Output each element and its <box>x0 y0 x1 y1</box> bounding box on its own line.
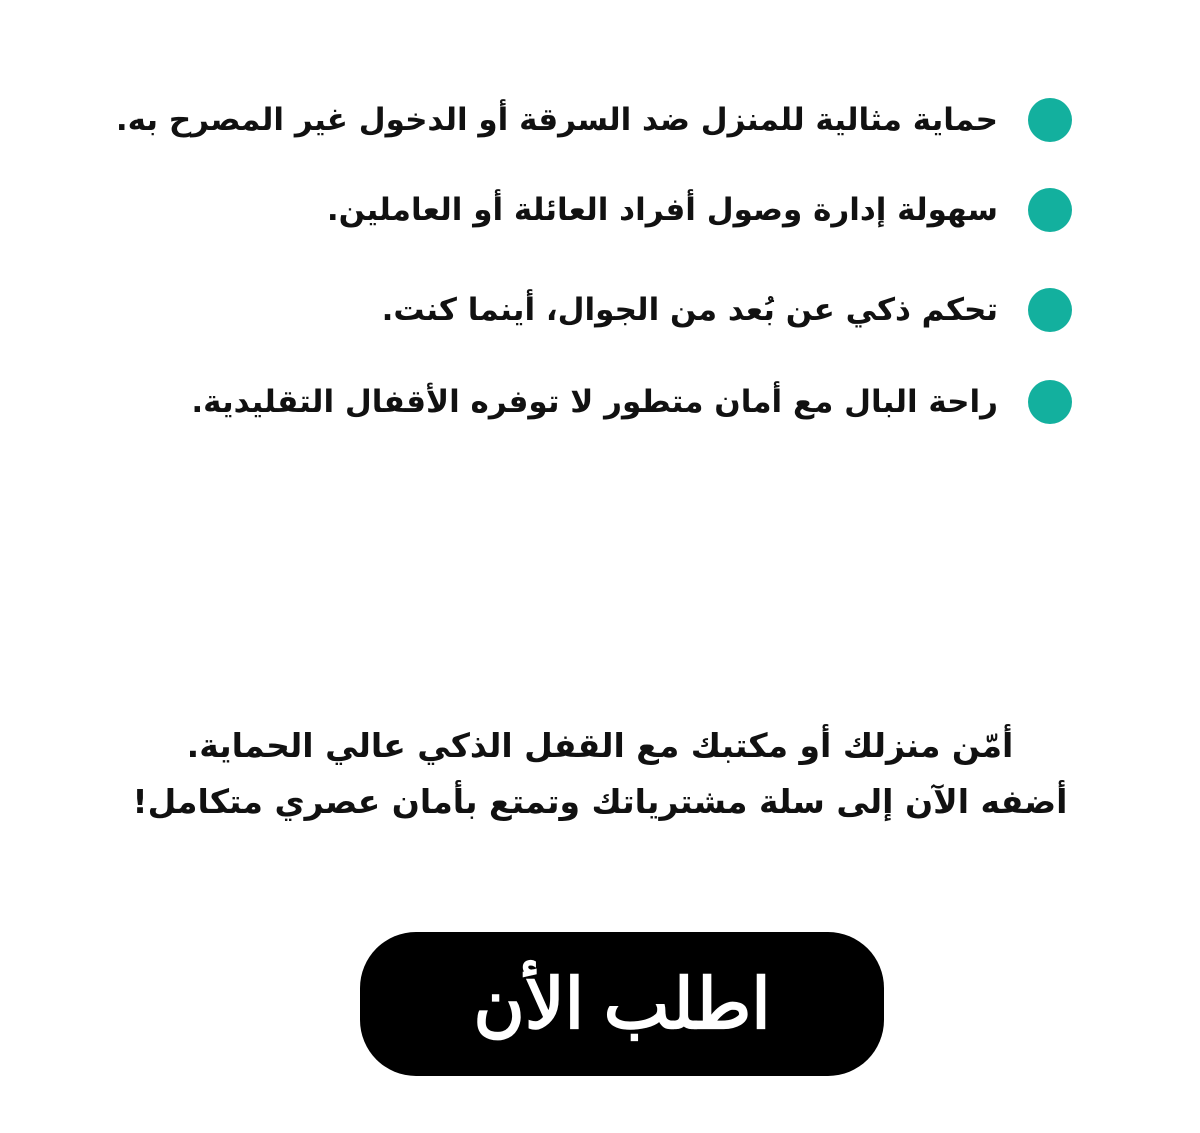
feature-text: حماية مثالية للمنزل ضد السرقة أو الدخول غير المصرح به. <box>115 102 998 138</box>
bullet-dot-icon <box>1028 98 1072 142</box>
order-now-button[interactable] <box>360 932 884 1076</box>
feature-item <box>382 285 1072 335</box>
feature-text: تحكم ذكي عن بُعد من الجوال، أينما كنت. <box>381 292 998 328</box>
bullet-dot-icon <box>1028 380 1072 424</box>
feature-text: سهولة إدارة وصول أفراد العائلة أو العاملين. <box>326 192 998 228</box>
bullet-dot-icon <box>1028 188 1072 232</box>
order-now-button-label: اطلب الأن <box>473 965 771 1043</box>
feature-item <box>116 95 1072 145</box>
feature-text: راحة البال مع أمان متطور لا توفره الأقفال التقليدية. <box>191 384 998 420</box>
cta-line-2: أضفه الآن إلى سلة مشترياتك وتمتع بأمان عصري متكامل! <box>132 782 1068 821</box>
feature-item <box>327 185 1072 235</box>
feature-item <box>191 377 1072 427</box>
bullet-dot-icon <box>1028 288 1072 332</box>
features-list <box>0 0 1200 460</box>
call-to-action-text <box>0 718 1200 830</box>
cta-line-1: أمّن منزلك أو مكتبك مع القفل الذكي عالي الحماية. <box>186 726 1014 765</box>
